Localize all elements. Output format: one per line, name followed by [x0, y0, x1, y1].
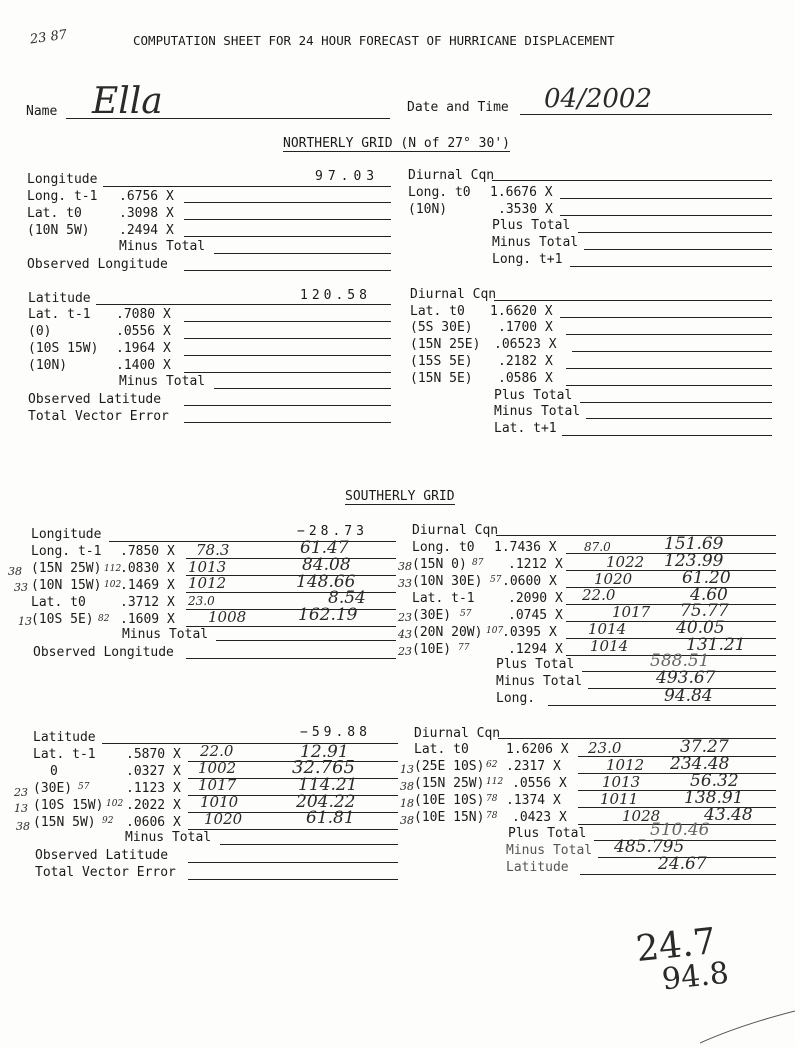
north-diurnal-lat-row-line — [560, 317, 772, 318]
south-latitude-line — [102, 743, 398, 744]
north-diurnal-lat-row-line — [566, 334, 772, 335]
north-latitude-line — [96, 304, 391, 305]
north-diurnal-lat-row-coef: .06523 X — [494, 337, 557, 352]
north-diurnal-lon-heading: Diurnal Cqn — [408, 168, 495, 183]
south-lon-row-obs: 1012 — [188, 574, 227, 592]
south-lon-row-prod: 61.47 — [300, 538, 349, 558]
south-diurnal-lon-row-line — [566, 604, 776, 605]
south-diurnal-lat-row-obs: 23.0 — [588, 739, 622, 757]
south-diurnal-lon-row-coef: .2090 X — [508, 591, 563, 606]
south-diurnal-lat-row-sup: 78 — [486, 811, 498, 821]
south-observed-latitude: Observed Latitude — [35, 848, 169, 863]
south-diurnal-lat-plus-value: 510.46 — [650, 820, 710, 840]
south-diurnal-lon-line — [496, 535, 776, 536]
south-lat-row-prod: 204.22 — [296, 792, 356, 812]
north-diurnal-lat-row-label: (5S 30E) — [410, 320, 473, 335]
south-lat-row-prod: 114.21 — [298, 775, 358, 795]
south-lat-row-label: (15N 5W) — [33, 815, 96, 830]
south-lon-row-note: 38 — [8, 565, 22, 578]
south-longitude-line — [109, 541, 396, 542]
north-lon-minus-total: Minus Total — [119, 239, 206, 254]
south-lon-minus-total: Minus Total — [122, 627, 209, 642]
south-diurnal-lon-row-sup: 77 — [458, 643, 470, 653]
north-lat-row-label: (0) — [28, 324, 52, 339]
south-diurnal-lon-row-label: (20N 20W) — [412, 625, 483, 640]
south-diurnal-lon-row-note: 23 — [398, 611, 412, 624]
name-label: Name — [26, 104, 58, 119]
south-diurnal-lon-result: Long. — [496, 691, 536, 706]
north-diurnal-lat-plus-total: Plus Total — [494, 388, 573, 403]
south-diurnal-lat-row-label: (10E 10S) — [414, 793, 485, 808]
south-lon-row-note: 13 — [18, 615, 32, 628]
south-diurnal-lon-minus-value: 493.67 — [656, 668, 716, 688]
south-diurnal-lat-row-label: Lat. t0 — [414, 742, 469, 757]
north-lat-minus-total: Minus Total — [119, 374, 206, 389]
north-diurnal-lat-result: Lat. t+1 — [494, 421, 557, 436]
south-diurnal-lon-row-sup: 87 — [472, 558, 484, 568]
north-diurnal-lat-row-coef: .2182 X — [498, 354, 553, 369]
south-lon-row-coef: .3712 X — [120, 595, 175, 610]
south-lat-row-coef: .5870 X — [126, 747, 181, 762]
south-diurnal-lat-row-prod: 234.48 — [670, 754, 730, 774]
bottom-note-2: 94.8 — [660, 955, 731, 998]
south-lon-row-prod: 84.08 — [302, 555, 351, 575]
south-lat-row-coef: .0327 X — [126, 764, 181, 779]
south-lon-row-coef: .7850 X — [120, 544, 175, 559]
south-diurnal-lon-row-sup: 57 — [460, 609, 472, 619]
south-lon-row-prod: 162.19 — [298, 605, 358, 625]
south-diurnal-lat-row-label: (15N 25W) — [414, 776, 485, 791]
south-diurnal-lat-minus-value: 485.795 — [614, 837, 685, 857]
north-observed-latitude: Observed Latitude — [28, 392, 162, 407]
south-diurnal-lat-row-obs: 1012 — [606, 756, 645, 774]
south-observed-latitude-line — [188, 862, 398, 863]
north-diurnal-lat-row-line — [566, 385, 772, 386]
south-lat-row-coef: .2022 X — [126, 798, 181, 813]
south-diurnal-lon-row-note: 23 — [398, 645, 412, 658]
south-lat-row-obs: 1017 — [198, 776, 237, 794]
south-diurnal-lon-result-line — [548, 705, 776, 706]
south-diurnal-lat-result-line — [580, 874, 776, 875]
south-diurnal-lon-row-obs: 1014 — [588, 620, 627, 638]
north-lon-row-line — [184, 202, 391, 203]
north-longitude-label: Longitude — [27, 172, 98, 187]
north-latitude-label: Latitude — [28, 291, 91, 306]
south-lat-row-obs: 1010 — [200, 793, 239, 811]
south-diurnal-lon-row-prod: 123.99 — [664, 551, 724, 571]
south-diurnal-lat-row-obs: 1028 — [622, 807, 661, 825]
north-diurnal-lon-row-coef: .3530 X — [498, 202, 553, 217]
south-lon-row-label: (10N 15W) — [31, 578, 102, 593]
north-total-vector-error-line — [184, 422, 391, 423]
south-diurnal-lat-row-coef: 1.6206 X — [506, 742, 569, 757]
north-lat-row-coef: .7080 X — [116, 307, 171, 322]
south-diurnal-lon-row-coef: 1.7436 X — [494, 540, 557, 555]
southerly-heading: SOUTHERLY GRID — [345, 489, 455, 504]
north-diurnal-lat-row-line — [566, 368, 772, 369]
south-diurnal-lat-row-label: (25E 10S) — [414, 759, 485, 774]
south-diurnal-lon-row-sup: 107 — [486, 626, 504, 636]
north-diurnal-lat-row-label: (15S 5E) — [410, 354, 473, 369]
south-latitude-value: −59.88 — [300, 725, 371, 740]
south-total-vector-error: Total Vector Error — [35, 865, 176, 880]
north-lon-row-label: Lat. t0 — [27, 206, 82, 221]
north-diurnal-lat-row-coef: .0586 X — [498, 371, 553, 386]
south-lat-row-coef: .0606 X — [126, 815, 181, 830]
south-lat-row-note: 23 — [14, 786, 28, 799]
north-lon-row-coef: .6756 X — [119, 189, 174, 204]
north-lat-row-coef: .1400 X — [116, 358, 171, 373]
south-diurnal-lon-minus-total: Minus Total — [496, 674, 583, 689]
north-diurnal-lon-minus-total: Minus Total — [492, 235, 579, 250]
south-lat-row-prod: 32.765 — [292, 757, 355, 778]
north-lat-row-label: Lat. t-1 — [28, 307, 91, 322]
north-lat-row-coef: .1964 X — [116, 341, 171, 356]
north-lat-row-coef: .0556 X — [116, 324, 171, 339]
south-lat-minus-total: Minus Total — [125, 830, 212, 845]
south-diurnal-lon-row-prod: 75.77 — [680, 601, 729, 621]
north-diurnal-lat-heading: Diurnal Cqn — [410, 287, 497, 302]
page-title: COMPUTATION SHEET FOR 24 HOUR FORECAST OF HURRICANE DISPLACEMENT — [133, 33, 615, 48]
northerly-heading: NORTHERLY GRID (N of 27° 30') — [283, 136, 510, 151]
south-diurnal-lon-row-label: (10N 30E) — [412, 574, 483, 589]
south-diurnal-lon-row-prod: 40.05 — [676, 618, 725, 638]
south-lat-row-prod: 61.81 — [306, 808, 355, 828]
north-lon-row-label: Long. t-1 — [27, 189, 98, 204]
north-diurnal-lon-line — [492, 180, 772, 181]
south-diurnal-lon-row-prod: 61.20 — [682, 568, 731, 588]
south-diurnal-lon-row-prod: 4.60 — [690, 585, 728, 605]
south-diurnal-lon-result-value: 94.84 — [664, 686, 713, 706]
south-lon-row-prod: 148.66 — [296, 572, 356, 592]
south-diurnal-lon-row-obs: 1017 — [612, 603, 651, 621]
south-lat-row-coef: .1123 X — [126, 781, 181, 796]
south-lon-row-obs: 1013 — [188, 558, 227, 576]
south-lat-row-sup: 92 — [102, 816, 114, 826]
north-lon-row-line — [184, 236, 391, 237]
south-longitude-value: −28.73 — [297, 524, 368, 539]
south-diurnal-lat-row-label: (10E 15N) — [414, 810, 485, 825]
south-lon-row-line — [186, 626, 396, 627]
north-diurnal-lon-row-line — [560, 215, 772, 216]
south-observed-longitude: Observed Longitude — [33, 645, 174, 660]
south-diurnal-lon-row-note: 38 — [398, 560, 412, 573]
south-lat-minus-line — [220, 844, 398, 845]
south-lon-minus-line — [216, 640, 396, 641]
south-diurnal-lon-row-prod: 151.69 — [664, 534, 724, 554]
north-lat-row-line — [184, 372, 391, 373]
north-diurnal-lat-row-label: (15N 25E) — [410, 337, 481, 352]
south-lon-row-note: 33 — [14, 581, 28, 594]
south-diurnal-lon-row-label: Lat. t-1 — [412, 591, 475, 606]
south-diurnal-lat-row-prod: 56.32 — [690, 771, 739, 791]
south-lon-row-prod: 8.54 — [328, 588, 366, 608]
south-diurnal-lon-plus-value: 588.51 — [650, 651, 710, 671]
south-diurnal-lat-row-sup: 78 — [486, 794, 498, 804]
date-line — [520, 114, 772, 115]
north-diurnal-lat-minus-total: Minus Total — [494, 404, 581, 419]
date-value: 04/2002 — [544, 84, 653, 114]
north-diurnal-lat-minus-line — [586, 418, 772, 419]
south-lon-row-label: Lat. t0 — [31, 595, 86, 610]
south-diurnal-lon-row-coef: .0745 X — [508, 608, 563, 623]
south-lat-row-label: (30E) — [33, 781, 73, 796]
south-diurnal-lat-row-coef: .0556 X — [512, 776, 567, 791]
south-lon-row-label: Long. t-1 — [31, 544, 102, 559]
north-observed-longitude-line — [184, 270, 391, 271]
north-diurnal-lat-row-line — [572, 351, 772, 352]
south-lon-row-label: (10S 5E) — [31, 612, 94, 627]
north-lon-minus-line — [214, 253, 391, 254]
south-diurnal-lon-row-coef: .0600 X — [502, 574, 557, 589]
north-diurnal-lon-plus-line — [578, 232, 772, 233]
south-diurnal-lon-row-obs: 22.0 — [582, 586, 616, 604]
north-latitude-value: 120.58 — [300, 288, 371, 303]
south-diurnal-lon-row-note: 33 — [398, 577, 412, 590]
south-lat-row-label: Lat. t-1 — [33, 747, 96, 762]
north-lat-minus-line — [214, 388, 391, 389]
south-lat-row-label: 0 — [50, 764, 58, 779]
north-diurnal-lat-row-label: (15N 5E) — [410, 371, 473, 386]
south-diurnal-lon-row-label: Long. t0 — [412, 540, 475, 555]
south-lon-row-sup: 112 — [104, 564, 122, 574]
bottom-note-1: 24.7 — [634, 920, 719, 971]
north-diurnal-lon-row-coef: 1.6676 X — [490, 185, 553, 200]
south-diurnal-lat-row-prod: 43.48 — [704, 805, 753, 825]
south-lat-row-obs: 22.0 — [200, 742, 234, 760]
south-lon-row-coef: .1609 X — [120, 612, 175, 627]
south-diurnal-lat-row-note: 38 — [400, 814, 414, 827]
north-total-vector-error: Total Vector Error — [28, 409, 169, 424]
south-lat-row-obs: 1020 — [204, 810, 243, 828]
south-diurnal-lat-row-prod: 138.91 — [684, 788, 744, 808]
south-lat-row-note: 38 — [16, 820, 30, 833]
north-diurnal-lon-row-label: Long. t0 — [408, 185, 471, 200]
south-diurnal-lat-heading: Diurnal Cqn — [414, 726, 501, 741]
south-diurnal-lon-plus-total: Plus Total — [496, 657, 575, 672]
south-diurnal-lon-row-note: 43 — [398, 628, 412, 641]
south-lon-row-sup: 82 — [98, 614, 110, 624]
south-diurnal-lon-row-sup: 57 — [490, 575, 502, 585]
north-lon-row-label: (10N 5W) — [27, 223, 90, 238]
north-diurnal-lon-row-line — [560, 198, 772, 199]
south-diurnal-lon-row-obs: 1014 — [590, 637, 629, 655]
north-diurnal-lat-result-line — [562, 435, 772, 436]
south-longitude-label: Longitude — [31, 527, 102, 542]
south-diurnal-lat-row-coef: .0423 X — [512, 810, 567, 825]
south-diurnal-lat-plus-total: Plus Total — [508, 826, 587, 841]
south-observed-longitude-line — [186, 658, 396, 659]
south-diurnal-lon-row-label: (30E) — [412, 608, 452, 623]
south-lon-row-sup: 102 — [104, 580, 122, 590]
south-diurnal-lat-line — [498, 738, 776, 739]
north-diurnal-lat-row-coef: 1.6620 X — [490, 304, 553, 319]
north-diurnal-lon-result-line — [570, 266, 772, 267]
north-diurnal-lat-row-label: Lat. t0 — [410, 304, 465, 319]
south-diurnal-lat-row-note: 18 — [400, 797, 414, 810]
south-lat-row-note: 13 — [14, 802, 28, 815]
south-diurnal-lon-row-coef: .1294 X — [508, 642, 563, 657]
south-lat-row-label: (10S 15W) — [33, 798, 104, 813]
south-diurnal-lon-heading: Diurnal Cqn — [412, 523, 499, 538]
north-diurnal-lat-plus-line — [580, 402, 772, 403]
south-diurnal-lat-row-sup: 62 — [486, 760, 498, 770]
south-diurnal-lon-row-coef: .1212 X — [508, 557, 563, 572]
north-diurnal-lon-plus-total: Plus Total — [492, 218, 571, 233]
north-lat-row-label: (10S 15W) — [28, 341, 99, 356]
south-diurnal-lon-row-obs: 1022 — [606, 553, 645, 571]
south-diurnal-lat-row-obs: 1013 — [602, 773, 641, 791]
south-lon-row-label: (15N 25W) — [31, 561, 102, 576]
north-lat-row-line — [184, 355, 391, 356]
south-diurnal-lon-row-label: (15N 0) — [412, 557, 467, 572]
south-diurnal-lat-row-coef: .2317 X — [506, 759, 561, 774]
north-lat-row-label: (10N) — [28, 358, 68, 373]
south-diurnal-lat-result-value: 24.67 — [658, 854, 707, 874]
north-lat-row-line — [184, 338, 391, 339]
south-diurnal-lon-row-obs: 87.0 — [584, 540, 611, 554]
south-lat-row-prod: 12.91 — [300, 742, 349, 762]
north-diurnal-lat-line — [494, 300, 772, 301]
south-lon-row-coef: .0830 X — [120, 561, 175, 576]
north-lon-row-coef: .3098 X — [119, 206, 174, 221]
corner-curl-line — [700, 1005, 795, 1047]
north-observed-latitude-line — [184, 405, 391, 406]
south-diurnal-lat-result: Latitude — [506, 860, 569, 875]
north-observed-longitude: Observed Longitude — [27, 257, 168, 272]
south-diurnal-lat-minus-total: Minus Total — [506, 843, 593, 858]
north-diurnal-lon-row-label: (10N) — [408, 202, 448, 217]
south-diurnal-lat-row-obs: 1011 — [600, 790, 639, 808]
south-diurnal-lon-row-coef: .0395 X — [502, 625, 557, 640]
date-label: Date and Time — [407, 100, 509, 115]
south-diurnal-lon-row-prod: 131.21 — [686, 635, 746, 655]
south-diurnal-lat-row-note: 13 — [400, 763, 414, 776]
north-lon-row-coef: .2494 X — [119, 223, 174, 238]
south-lat-row-sup: 102 — [106, 799, 124, 809]
south-lon-row-obs: 1008 — [208, 608, 247, 626]
north-lon-row-line — [184, 219, 391, 220]
north-diurnal-lat-row-coef: .1700 X — [498, 320, 553, 335]
south-diurnal-lat-row-coef: .1374 X — [506, 793, 561, 808]
south-diurnal-lat-row-sup: 112 — [486, 777, 504, 787]
south-diurnal-lon-row-label: (10E) — [412, 642, 452, 657]
north-diurnal-lon-result: Long. t+1 — [492, 252, 563, 267]
north-longitude-line — [103, 186, 391, 187]
south-diurnal-lon-row-obs: 1020 — [594, 570, 633, 588]
north-lat-row-line — [184, 321, 391, 322]
name-value: Ella — [92, 81, 163, 122]
south-lat-row-line — [188, 829, 398, 830]
south-diurnal-lat-row-prod: 37.27 — [680, 737, 729, 757]
top-note: 23 87 — [29, 27, 69, 48]
south-lat-row-sup: 57 — [78, 782, 90, 792]
south-diurnal-lat-row-note: 38 — [400, 780, 414, 793]
south-lon-row-obs: 23.0 — [188, 594, 215, 608]
south-lon-row-coef: .1469 X — [120, 578, 175, 593]
south-total-vector-error-line — [188, 879, 398, 880]
north-diurnal-lon-minus-line — [584, 249, 772, 250]
south-lat-row-obs: 1002 — [198, 759, 237, 777]
south-lon-row-obs: 78.3 — [196, 541, 230, 559]
south-latitude-label: Latitude — [33, 730, 96, 745]
north-longitude-value: 97.03 — [315, 169, 380, 184]
